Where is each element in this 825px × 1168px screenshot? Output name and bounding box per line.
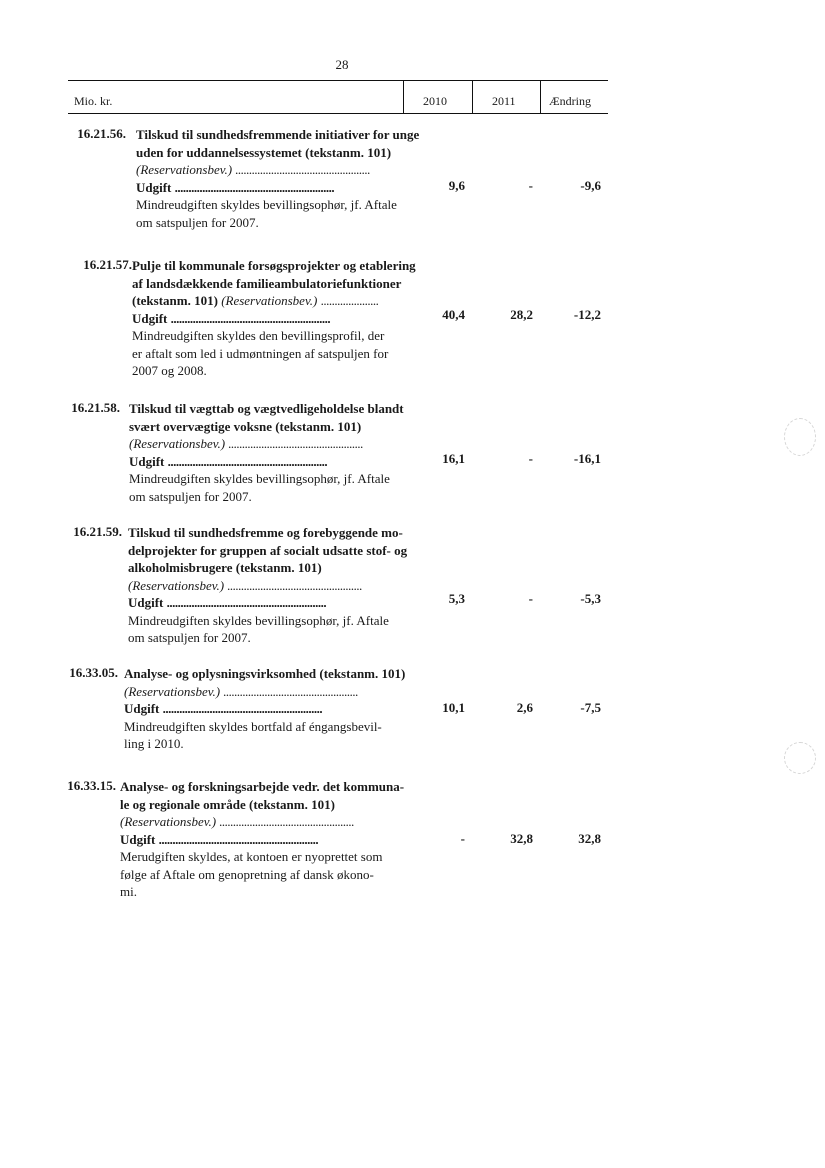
value-2011: 32,8 xyxy=(510,831,533,846)
reservation-label: (Reservationsbev.) xyxy=(128,577,225,593)
title-line: Tilskud til sundhedsfremmende initiativer for unge xyxy=(136,127,420,142)
reservation-note: (Reservationsbev.) ................................................. xyxy=(120,814,355,829)
title-line: (tekstanm. 101) (Reservationsbev.) ..................... xyxy=(132,293,379,308)
udgift-label: Udgift xyxy=(120,831,156,847)
note-line: Merudgiften skyldes, at kontoen er nyoprettet som xyxy=(120,849,383,864)
value-2010: 40,4 xyxy=(442,307,465,322)
col-2010-header: 2010 xyxy=(423,94,447,108)
reservation-label: (Reservationsbev.) xyxy=(129,436,226,451)
value-2010: 16,1 xyxy=(442,451,465,466)
note-line: mi. xyxy=(120,884,137,899)
title-line: svært overvægtige voksne (tekstanm. 101) xyxy=(129,418,362,434)
account-code: 16.21.57. xyxy=(83,257,132,272)
column-header xyxy=(68,80,608,114)
scan-artifact xyxy=(784,418,816,456)
entry-note xyxy=(128,612,413,647)
udgift-line: Udgift .......................................................... xyxy=(120,831,319,847)
value-change: -7,5 xyxy=(580,700,601,715)
title-line: af landsdækkende familieambulatoriefunktioner xyxy=(132,275,402,291)
title-line: Tilskud til vægttab og vægtvedligeholdelse blandt xyxy=(129,401,404,416)
entry-body xyxy=(129,400,414,505)
udgift-label: Udgift xyxy=(124,701,160,716)
value-change: -16,1 xyxy=(573,451,601,466)
unit-label: Mio. kr. xyxy=(74,94,113,108)
account-code: 16.21.56. xyxy=(77,126,126,141)
value-2011: 2,6 xyxy=(516,700,533,715)
note-line: 2007 og 2008. xyxy=(132,363,207,378)
udgift-label: Udgift xyxy=(136,179,172,195)
note-line: ling i 2010. xyxy=(124,736,184,751)
entry-title xyxy=(129,400,414,435)
title-line: le og regionale område (tekstanm. 101) xyxy=(120,796,335,812)
title-segment: (tekstanm. 101) xyxy=(132,293,218,308)
value-2010: - xyxy=(460,831,465,846)
header-top-rule xyxy=(68,80,608,81)
account-code: 16.21.59. xyxy=(73,524,122,539)
account-code: 16.33.05. xyxy=(69,665,118,680)
reservation-note: (Reservationsbev.) ................................................. xyxy=(129,436,364,451)
value-change: -12,2 xyxy=(573,307,601,322)
scan-artifact xyxy=(784,742,816,774)
entry-title xyxy=(120,778,405,813)
value-2011: 28,2 xyxy=(510,307,533,322)
entry-note xyxy=(120,848,405,901)
reservation-note: (Reservationsbev.) ................................................. xyxy=(128,577,363,593)
entry-title xyxy=(124,665,409,683)
entry-note xyxy=(136,196,421,231)
note-line: om satspuljen for 2007. xyxy=(136,214,259,230)
header-bottom-rule xyxy=(68,113,608,114)
account-code: 16.33.15. xyxy=(67,778,116,793)
entry-body xyxy=(136,126,421,231)
reservation-label: (Reservationsbev.) xyxy=(221,293,318,308)
udgift-line: Udgift .......................................................... xyxy=(136,179,335,195)
reservation-label: (Reservationsbev.) xyxy=(120,814,217,829)
col-2011-header: 2011 xyxy=(492,94,516,108)
entry-note xyxy=(129,470,414,505)
header-divider xyxy=(540,80,541,114)
entry-title xyxy=(132,257,417,310)
udgift-line: Udgift .......................................................... xyxy=(132,310,331,326)
entry-body xyxy=(120,778,405,901)
entry-note xyxy=(124,718,409,753)
note-line: Mindreudgiften skyldes bevillingsophør, jf. Aftale xyxy=(136,197,397,212)
account-code: 16.21.58. xyxy=(71,400,120,415)
udgift-label: Udgift xyxy=(129,453,165,469)
note-line: Mindreudgiften skyldes bortfald af éngangsbevil- xyxy=(124,718,382,734)
header-divider xyxy=(472,80,473,114)
title-line: uden for uddannelsessystemet (tekstanm. 101) xyxy=(136,144,392,160)
title-line: Tilskud til sundhedsfremme og forebyggende mo- xyxy=(128,525,403,540)
udgift-label: Udgift xyxy=(132,310,168,326)
title-line: alkoholmisbrugere (tekstanm. 101) xyxy=(128,560,322,575)
title-line: delprojekter for gruppen af socialt udsatte stof- og xyxy=(128,542,408,558)
note-line: Mindreudgiften skyldes bevillingsophør, jf. Aftale xyxy=(128,612,389,628)
note-line: følge af Aftale om genopretning af dansk økono- xyxy=(120,866,374,882)
title-line: Analyse- og oplysningsvirksomhed (tekstanm. 101) xyxy=(124,666,406,681)
value-2011: - xyxy=(528,591,533,606)
page-number: 28 xyxy=(335,57,349,72)
value-change: -9,6 xyxy=(580,178,601,193)
reservation-label: (Reservationsbev.) xyxy=(136,162,233,177)
note-line: Mindreudgiften skyldes bevillingsophør, jf. Aftale xyxy=(129,471,390,486)
reservation-note: (Reservationsbev.) ................................................. xyxy=(124,683,359,699)
entry-body xyxy=(128,524,413,647)
udgift-line: Udgift .......................................................... xyxy=(124,701,323,716)
value-2010: 10,1 xyxy=(442,700,465,715)
value-2011: - xyxy=(528,451,533,466)
udgift-line: Udgift .......................................................... xyxy=(128,595,327,610)
value-2010: 5,3 xyxy=(448,591,465,606)
value-2010: 9,6 xyxy=(448,178,465,193)
entry-title xyxy=(136,126,421,161)
entry-body xyxy=(132,257,417,380)
note-line: om satspuljen for 2007. xyxy=(129,488,252,504)
udgift-label: Udgift xyxy=(128,595,164,610)
reservation-label: (Reservationsbev.) xyxy=(124,683,221,699)
reservation-note: (Reservationsbev.) ................................................. xyxy=(136,162,371,177)
value-change: 32,8 xyxy=(578,831,601,846)
note-line: Mindreudgiften skyldes den bevillingsprofil, der xyxy=(132,328,385,343)
value-2011: - xyxy=(528,178,533,193)
col-change-header: Ændring xyxy=(549,94,591,108)
udgift-line: Udgift .......................................................... xyxy=(129,453,328,469)
value-change: -5,3 xyxy=(580,591,601,606)
entry-note xyxy=(132,327,417,380)
header-divider xyxy=(403,80,404,114)
note-line: om satspuljen for 2007. xyxy=(128,630,251,645)
note-line: er aftalt som led i udmøntningen af satspuljen for xyxy=(132,345,389,361)
entry-body xyxy=(124,665,409,753)
entry-title xyxy=(128,524,413,577)
title-line: Pulje til kommunale forsøgsprojekter og etablering xyxy=(132,258,416,273)
title-line: Analyse- og forskningsarbejde vedr. det kommuna- xyxy=(120,779,405,794)
